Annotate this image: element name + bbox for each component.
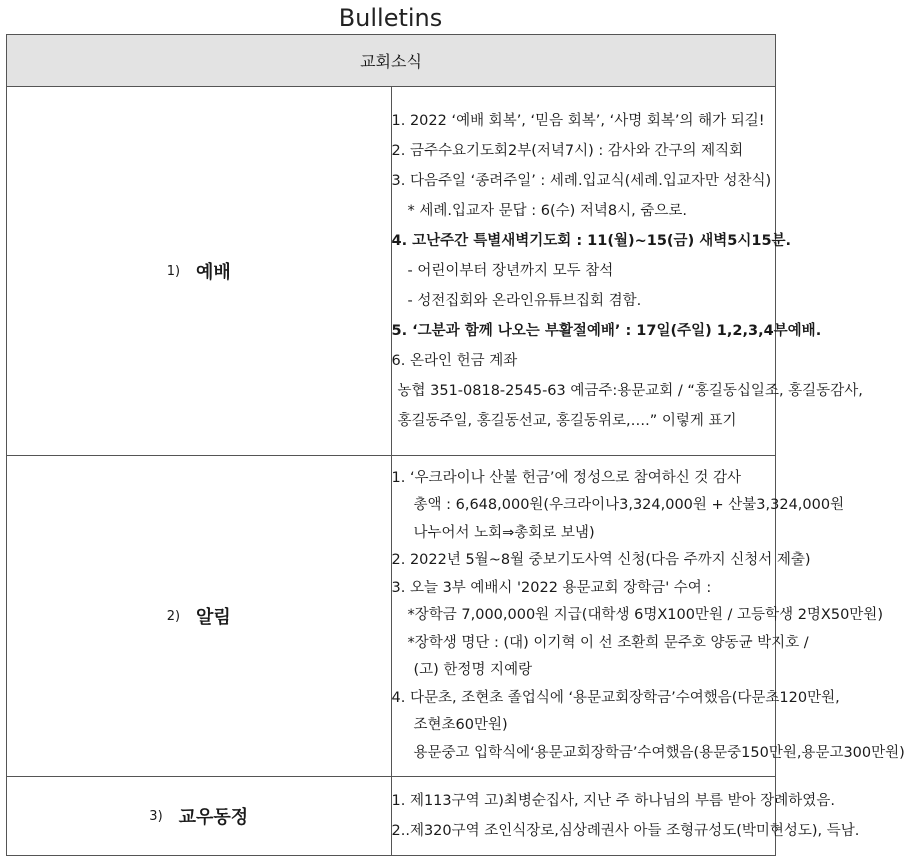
bulletin-line: 1. 2022 ‘예배 회복’, ‘믿음 회복’, ‘사명 회복’의 해가 되길!	[391, 113, 765, 129]
bulletin-line: 2. 금주수요기도회2부(저녁7시) : 감사와 간구의 제직회	[391, 143, 744, 159]
bulletin-line: 3. 다음주일 ‘종려주일’ : 세례.입교식(세례.입교자만 성찬식)	[391, 173, 772, 189]
section-content	[391, 777, 860, 856]
section-number: 2)	[166, 608, 181, 624]
bulletin-line: 농협 351-0818-2545-63 예금주:용문교회 / “홍길동십일조, 홍길동감사,	[397, 383, 863, 399]
bulletin-line: 5. ‘그분과 함께 나오는 부활절예배’ : 17일(주일) 1,2,3,4부예배.	[391, 323, 822, 339]
bulletin-line: *장학금 7,000,000원 지급(대학생 6명X100만원 / 고등학생 2명X50만원)	[407, 607, 883, 624]
section-row-notices	[7, 456, 776, 777]
bulletin-line: 2..제320구역 조인식장로,심상례권사 아들 조형규성도(박미현성도), 득남.	[391, 823, 860, 839]
bulletin-line: * 세례.입교자 문답 : 6(수) 저녁8시, 줌으로.	[407, 203, 687, 219]
section-content	[391, 456, 905, 777]
section-row-worship	[7, 87, 776, 456]
bulletin-line: 조현초60만원)	[413, 717, 508, 734]
bulletin-line: 나누어서 노회⇒총회로 보냄)	[413, 524, 595, 541]
section-label: 교우동정	[178, 807, 249, 828]
section-number: 3)	[149, 808, 163, 824]
bulletin-line: 4. 다문초, 조현초 졸업식에 ‘용문교회장학금’수여했음(다문초120만원,	[391, 689, 840, 706]
bulletin-line: - 성전집회와 온라인유튜브집회 겸함.	[407, 293, 642, 309]
section-label: 알림	[196, 607, 231, 628]
bulletin-line: *장학생 명단 : (대) 이기혁 이 선 조환희 문주호 양동균 박지호 /	[407, 634, 809, 651]
bulletin-line: (고) 한정명 지예랑	[413, 662, 533, 679]
section-label-cell	[7, 456, 392, 777]
bulletin-line: - 어린이부터 장년까지 모두 참석	[407, 263, 614, 279]
bulletin-line: 4. 고난주간 특별새벽기도회 : 11(월)~15(금) 새벽5시15분.	[391, 233, 792, 249]
page-title: Bulletins	[338, 4, 443, 32]
bulletin-line: 2. 2022년 5월~8월 중보기도사역 신청(다음 주까지 신청서 제출)	[391, 552, 811, 569]
section-row-members-news	[7, 777, 776, 856]
section-label: 예배	[196, 262, 231, 283]
bulletin-line: 1. 제113구역 고)최병순집사, 지난 주 하나님의 부름 받아 장례하였음.	[391, 793, 835, 809]
section-number: 1)	[166, 263, 181, 279]
section-content	[391, 87, 863, 456]
bulletin-line: 6. 온라인 헌금 계좌	[391, 353, 518, 369]
bulletin-line: 1. ‘우크라이나 산불 헌금’에 정성으로 참여하신 것 감사	[391, 469, 741, 486]
bulletin-line: 총액 : 6,648,000원(우크라이나3,324,000원 + 산불3,324,000원	[413, 497, 845, 514]
bulletin-line: 3. 오늘 3부 예배시 '2022 용문교회 장학금' 수여 :	[391, 579, 712, 596]
bulletin-line: 홍길동주일, 홍길동선교, 홍길동위로,….” 이렇게 표기	[397, 413, 737, 429]
section-label-cell	[7, 87, 392, 456]
bulletin-line: 용문중고 입학식에‘용문교회장학금’수여했음(용문중150만원,용문고300만원)	[413, 744, 905, 761]
section-label-cell	[7, 777, 392, 856]
table-header: 교회소식	[7, 35, 776, 87]
bulletin-table	[6, 34, 905, 856]
